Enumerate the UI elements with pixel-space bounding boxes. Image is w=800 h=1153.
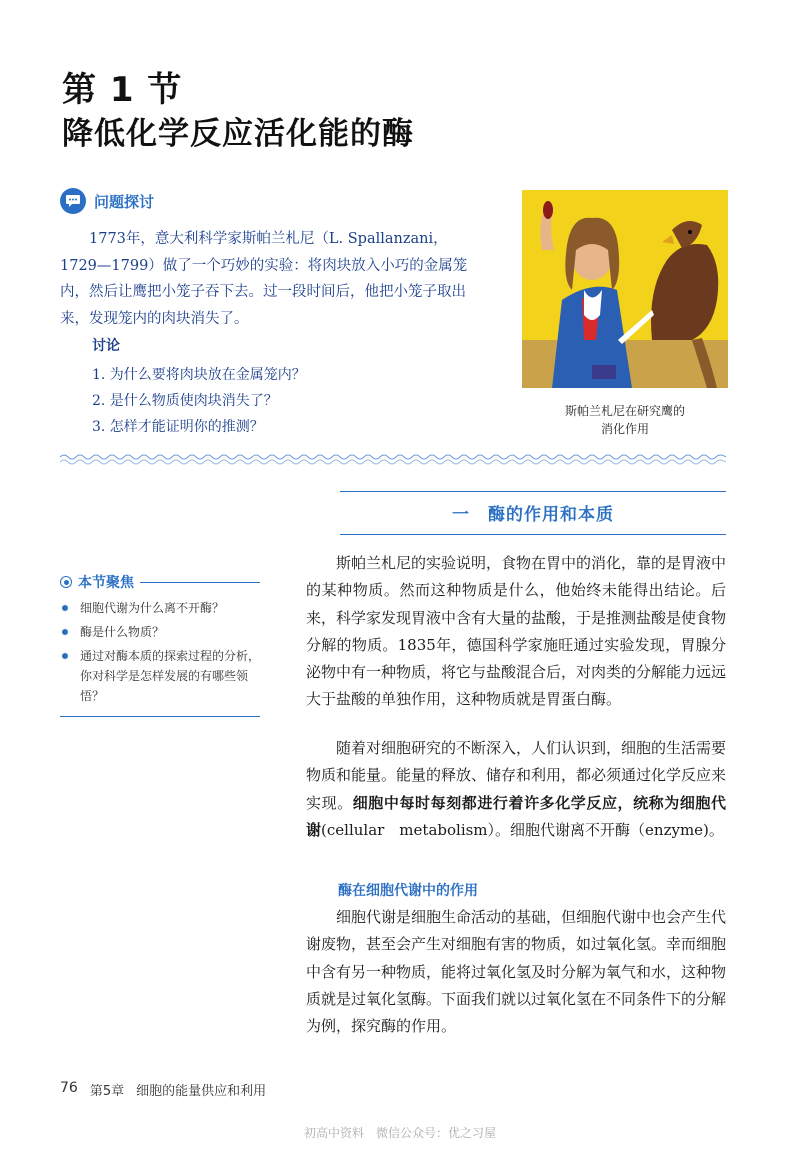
wavy-divider (60, 452, 726, 466)
caption-line: 斯帕兰札尼在研究鹰的 (564, 404, 685, 418)
focus-item: 酶是什么物质？ (60, 622, 260, 642)
focus-item: 通过对酶本质的探索过程的分析，你对科学是怎样发展的有哪些领悟？ (60, 646, 260, 706)
page-number: 76 (60, 1080, 78, 1096)
focus-header (60, 572, 260, 592)
focus-item: 细胞代谢为什么离不开酶？ (60, 598, 260, 618)
question-list (92, 362, 306, 440)
speech-bubble-icon (60, 188, 86, 214)
body-text-span: (cellular metabolism）。细胞代谢离不开酶（enzyme)。 (321, 820, 724, 839)
scientist-eagle-illustration (522, 190, 728, 388)
body-paragraph: 细胞代谢是细胞生命活动的基础，但细胞代谢中也会产生代谢废物，甚至会产生对细胞有害的物质，如过氧化氢。幸而细胞中含有另一种物质，能将过氧化氢及时分解为氧气和水，这种物质就是过氧化氢酶。下面我们就以过氧化氢在不同条件下的分解为例，探究酶的作用。 (306, 908, 727, 1036)
illustration-caption (522, 402, 728, 438)
section-rule-bottom (340, 534, 726, 535)
question-item: 1. 为什么要将肉块放在金属笼内？ (92, 367, 306, 383)
focus-list (60, 598, 260, 710)
question-item: 2. 是什么物质使肉块消失了？ (92, 393, 278, 409)
chapter-title: 细胞的能量供应和利用 (136, 1084, 267, 1099)
body-paragraph: 斯帕兰札尼的实验说明，食物在胃中的消化，靠的是胃液中的某种物质。然而这种物质是什么，他始终未能得出结论。后来，科学家发现胃液中含有大量的盐酸，于是推测盐酸是使食物分解的物质。1835年，德国科学家施旺通过实验发现，胃腺分泌物中有一种物质，将它与盐酸混合后，对肉类的分解能力远远大于盐酸的单独作用，这种物质就是胃蛋白酶。 (306, 554, 727, 709)
body-paragraph (306, 735, 726, 844)
caption-line: 消化作用 (600, 422, 649, 436)
focus-label: 本节聚焦 (78, 575, 134, 591)
subheading: 酶在细胞代谢中的作用 (338, 883, 478, 899)
body-text-span: 随着对细胞研究的不断深入，人们认识到，细胞的生活需要物质和能量。能量的释放、储存和利用，都必须通过化学反应来实现。 (306, 739, 727, 812)
talk-label: 讨论 (92, 338, 120, 354)
watermark: 初高中资料 微信公众号：优之习屋 (303, 1126, 496, 1140)
discussion-header (60, 188, 154, 214)
section-heading: 一 酶的作用和本质 (452, 505, 614, 525)
question-item: 3. 怎样才能证明你的推测？ (92, 419, 264, 435)
discussion-label: 问题探讨 (94, 192, 155, 211)
section-rule-top (340, 491, 726, 492)
focus-rule-bottom (60, 716, 260, 717)
chapter-number: 第5章 (89, 1084, 125, 1099)
page-footer (60, 1080, 266, 1099)
definition-bold: 细胞中每时每刻都进行着许多化学反应，统称为细胞代谢 (306, 793, 726, 839)
focus-rule (140, 582, 260, 583)
section-number: 第 1 节 (62, 70, 183, 110)
section-title: 降低化学反应活化能的酶 (62, 116, 414, 152)
discussion-story: 1773年，意大利科学家斯帕兰札尼（L. Spallanzani，1729—1799）做了一个巧妙的实验：将肉块放入小巧的金属笼内，然后让鹰把小笼子吞下去。过一段时间后，他把小笼子取出来，发现笼内的肉块消失了。 (60, 231, 468, 327)
target-icon (60, 576, 72, 588)
